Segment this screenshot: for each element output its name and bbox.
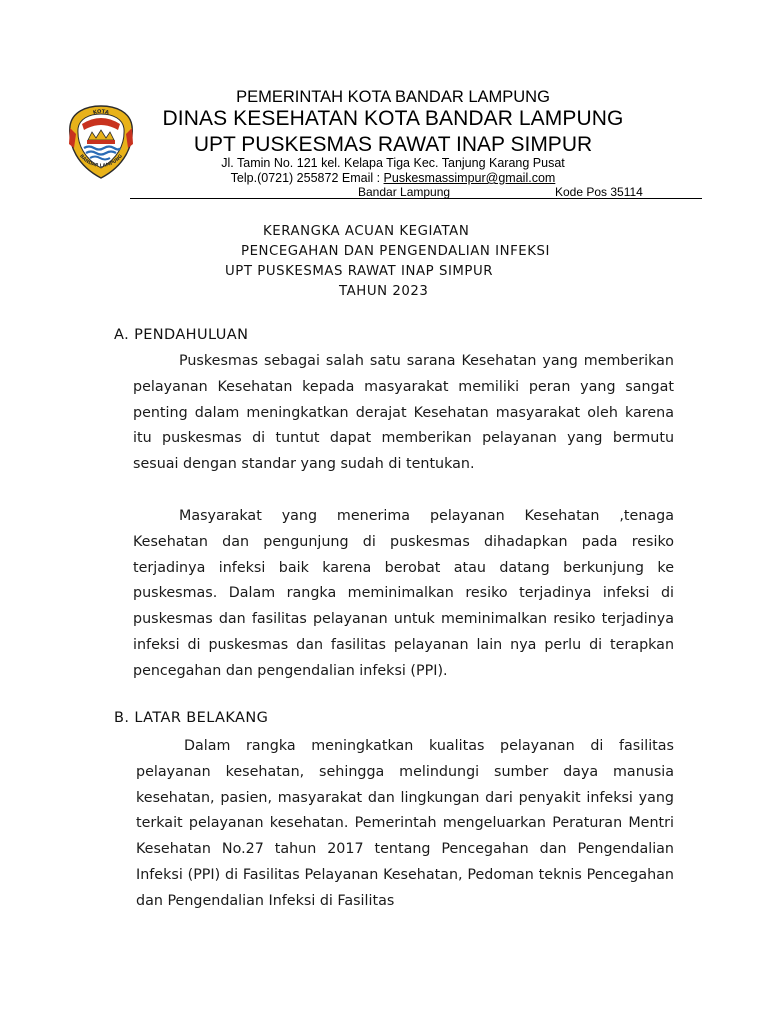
agency-name: DINAS KESEHATAN KOTA BANDAR LAMPUNG: [162, 107, 624, 130]
letterhead-divider: [130, 198, 702, 199]
email-link[interactable]: Puskesmassimpur@gmail.com: [383, 171, 556, 185]
doc-title-line2: PENCEGAHAN DAN PENGENDALIAN INFEKSI: [241, 244, 550, 259]
phone-text: Telp.(0721) 255872 Email :: [230, 171, 384, 185]
doc-title-line4: TAHUN 2023: [339, 284, 429, 299]
section-b-heading: B. LATAR BELAKANG: [114, 710, 269, 726]
section-a-paragraph-1: Puskesmas sebagai salah satu sarana Kesehatan yang memberikan pelayanan Kesehatan kepada masyarakat memiliki peran yang sangat penting dalam meningkatkan derajat Kesehatan masyarakat oleh karena itu puskesmas di tuntut dapat memberikan pelayanan yang bermutu sesuai dengan standar yang sudah di tentukan.: [133, 353, 674, 473]
section-a-heading: A. PENDAHULUAN: [114, 327, 249, 343]
logo-bottom-text: BANDAR LAMPUNG: [78, 154, 124, 169]
doc-title-line3: UPT PUSKESMAS RAWAT INAP SIMPUR: [225, 264, 494, 279]
unit-name: UPT PUSKESMAS RAWAT INAP SIMPUR: [193, 133, 593, 156]
postal-code: Kode Pos 35114: [555, 185, 643, 199]
address-line: Jl. Tamin No. 121 kel. Kelapa Tiga Kec. Tanjung Karang Pusat: [221, 156, 565, 170]
city-text: Bandar Lampung: [358, 185, 451, 199]
doc-title-line1: KERANGKA ACUAN KEGIATAN: [263, 224, 470, 239]
government-name: PEMERINTAH KOTA BANDAR LAMPUNG: [236, 88, 550, 106]
logo-top-text: KOTA: [92, 108, 110, 117]
section-b-paragraph-1: Dalam rangka meningkatkan kualitas pelayanan di fasilitas pelayanan kesehatan, sehingga melindungi sumber daya manusia kesehatan, pasien, masyarakat dan lingkungan dari penyakit infeksi yang terkait pelayanan kesehatan. Pemerintah mengeluarkan Peraturan Mentri Kesehatan No.27 tahun 2017 tentang Pencegahan dan Pengendalian Infeksi (PPI) di Fasilitas Pelayanan Kesehatan, Pedoman teknis Pencegahan dan Pengendalian Infeksi di Fasilitas: [136, 738, 674, 909]
contact-line: [0, 171, 768, 185]
section-a-paragraph-2: Masyarakat yang menerima pelayanan Kesehatan ,tenaga Kesehatan dan pengunjung di puskesmas dihadapkan pada resiko terjadinya infeksi baik karena berobat atau datang berkunjung ke puskesmas. Dalam rangka meminimalkan resiko terjadinya infeksi di puskesmas dan fasilitas pelayanan untuk meminimalkan resiko terjadinya infeksi di puskesmas dan fasilitas pelayanan lain nya perlu di terapkan pencegahan dan pengendalian infeksi (PPI).: [133, 508, 674, 679]
